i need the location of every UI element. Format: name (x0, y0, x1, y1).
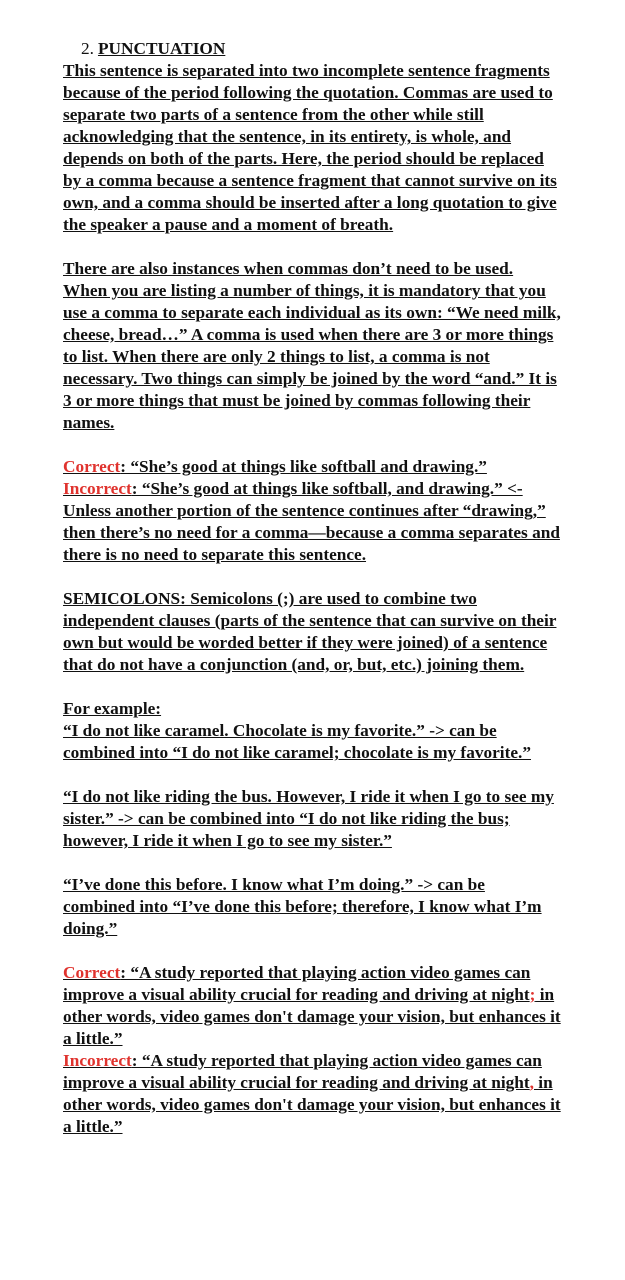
section-number: 2. (81, 39, 94, 58)
incorrect-comma-mark: , (529, 1073, 534, 1092)
correct-sentence: : “She’s good at things like softball and drawing.” (120, 457, 487, 476)
correct-label: Correct (63, 457, 121, 476)
semicolon-example-1: “I do not like caramel. Chocolate is my favorite.” -> can be combined into “I do not like caramel; chocolate is my favorite.” (63, 721, 531, 762)
incorrect-sentence-start: : “A study reported that playing action video games can improve a visual ability crucial for reading and driving at night (63, 1051, 542, 1092)
correct-label: Correct (63, 963, 121, 982)
paragraph-semicolons: SEMICOLONS: Semicolons (;) are used to combine two independent clauses (parts of the sentence that can survive on their own but would be worded better if they were joined) of a sentence that do not have a conjunction (and, or, but, etc.) joining them. (63, 589, 557, 674)
correct-sentence-start: : “A study reported that playing action video games can improve a visual ability crucial for reading and driving at night (63, 963, 531, 1004)
document-body (63, 38, 561, 1138)
section-title: PUNCTUATION (97, 39, 226, 58)
semicolon-correct-incorrect-block (63, 962, 561, 1138)
correct-sentence-end: in other words, video games don't damage your vision, but enhances it a little.” (63, 985, 561, 1048)
incorrect-label: Incorrect (63, 1051, 132, 1070)
semicolon-example-2: “I do not like riding the bus. However, I ride it when I go to see my sister.” -> can be combined into “I do not like riding the bus; however, I ride it when I go to see my sister.” (63, 787, 554, 850)
semicolon-example-3: “I’ve done this before. I know what I’m doing.” -> can be combined into “I’ve done this before; therefore, I know what I’m doing.” (63, 875, 542, 938)
paragraph-comma-lists: There are also instances when commas don’t need to be used. When you are listing a number of things, it is mandatory that you use a comma to separate each individual as its own: “We need milk, cheese, bread…” A comma is used when there are 3 or more things to list. When there are only 2 things to list, a comma is not necessary. Two things can simply be joined by the word “and.” It is 3 or more things that must be joined by commas following their names. (63, 259, 561, 432)
incorrect-sentence: : “She’s good at things like softball, and drawing.” <- Unless another portion of the sentence continues after “drawing,” then there’s no need for a comma—because a comma separates and there is no need to separate this sentence. (63, 479, 560, 564)
section-heading (81, 38, 561, 60)
incorrect-label: Incorrect (63, 479, 132, 498)
for-example-label: For example: (63, 699, 162, 718)
correct-semicolon-mark: ; (529, 985, 536, 1004)
paragraph-period-explanation: This sentence is separated into two incomplete sentence fragments because of the period following the quotation. Commas are used to separate two parts of a sentence from the other while still acknowledging that the sentence, in its entirety, is whole, and depends on both of the parts. Here, the period should be replaced by a comma because a sentence fragment that cannot survive on its own, and a comma should be inserted after a long quotation to give the speaker a pause and a moment of breath. (63, 61, 557, 234)
incorrect-sentence-end: in other words, video games don't damage your vision, but enhances it a little.” (63, 1073, 561, 1136)
comma-example-block (63, 456, 561, 566)
